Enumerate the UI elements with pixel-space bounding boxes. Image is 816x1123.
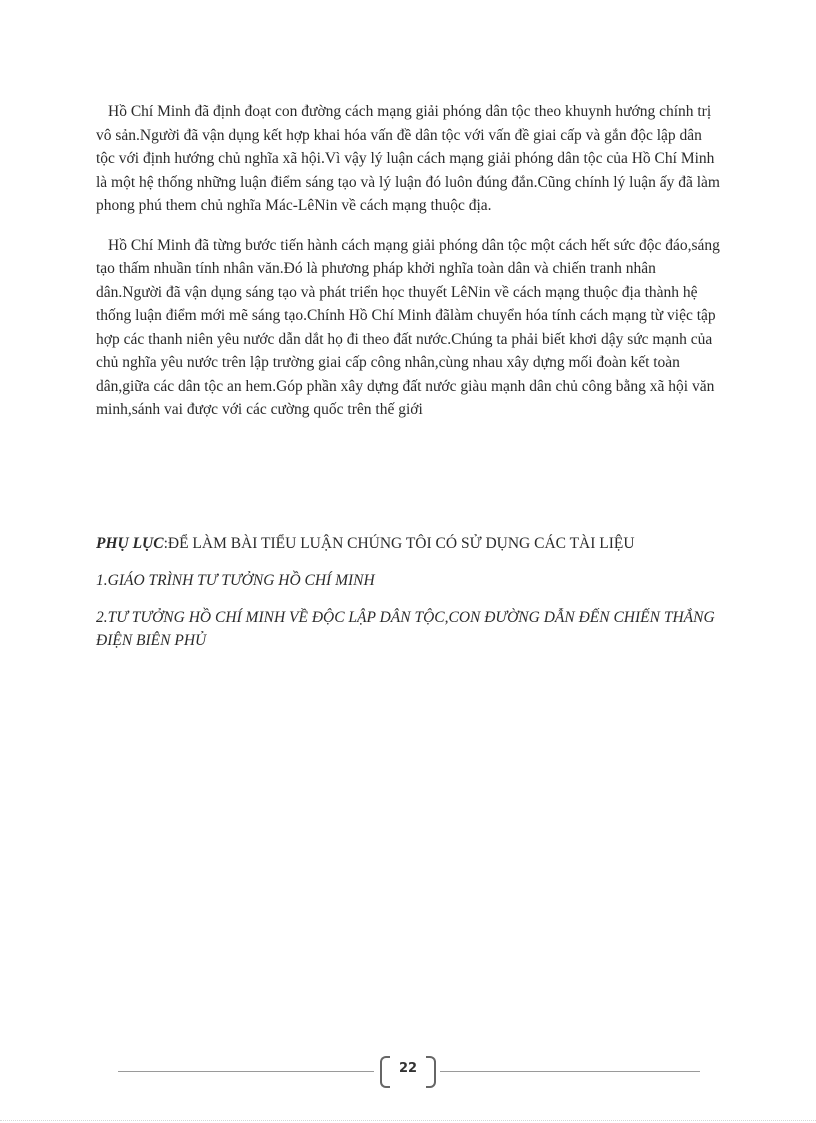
appendix-heading xyxy=(96,532,720,555)
paragraph-1: Hồ Chí Minh đã định đoạt con đường cách mạng giải phóng dân tộc theo khuynh hướng chính trị vô sản.Người đã vận dụng kết hợp khai hóa vấn đề dân tộc với vấn đề giai cấp và gắn độc lập dân tộc với định hướng chủ nghĩa xã hội.Vì vậy lý luận cách mạng giải phóng dân tộc của Hồ Chí Minh là một hệ thống những luận điểm sáng tạo và lý luận đó luôn đúng đắn.Cũng chính lý luận ấy đã làm phong phú them chủ nghĩa Mác-LêNin về cách mạng thuộc địa. xyxy=(96,103,720,214)
appendix-section xyxy=(96,532,720,666)
reference-item-1: 1.GIÁO TRÌNH TƯ TƯỞNG HỒ CHÍ MINH xyxy=(96,572,375,589)
footer-rule-left xyxy=(118,1071,374,1072)
appendix-heading-lead: PHỤ LỤC xyxy=(96,535,164,552)
reference-item-2: 2.TƯ TƯỞNG HỒ CHÍ MINH VỀ ĐỘC LẬP DÂN TỘC,CON ĐƯỜNG DẪN ĐẾN CHIẾN THẮNG ĐIỆN BIÊN PHỦ xyxy=(96,609,715,649)
page-number: 22 xyxy=(398,1061,418,1076)
page-number-box xyxy=(380,1054,436,1088)
right-bracket-icon xyxy=(426,1056,436,1088)
paragraph-2: Hồ Chí Minh đã từng bước tiến hành cách mạng giải phóng dân tộc một cách hết sức độc đáo,sáng tạo thấm nhuần tính nhân văn.Đó là phương pháp khởi nghĩa toàn dân và chiến tranh nhân dân.Người đã vận dụng sáng tạo và phát triển học thuyết LêNin về cách mạng thuộc địa thành hệ thống luận điểm mới mẽ sáng tạo.Chính Hồ Chí Minh đãlàm chuyển hóa tính cách mạng từ việc tập hợp các thanh niên yêu nước dẫn dắt họ đi theo đất nước.Chúng ta phải biết khơi dậy sức mạnh của chủ nghĩa yêu nước trên lập trường giai cấp công nhân,cùng nhau xây dựng mối đoàn kết toàn dân,giữa các dân tộc an hem.Góp phần xây dựng đất nước giàu mạnh dân chủ công bằng xã hội văn minh,sánh vai được với các cường quốc trên thế giới xyxy=(96,236,720,418)
footer-rule-right xyxy=(440,1071,700,1072)
page-footer xyxy=(118,1054,700,1090)
appendix-heading-rest: :ĐỂ LÀM BÀI TIỂU LUẬN CHÚNG TÔI CÓ SỬ DỤNG CÁC TÀI LIỆU xyxy=(163,535,635,552)
page-bottom-divider xyxy=(0,1120,816,1121)
body-text xyxy=(96,100,720,438)
